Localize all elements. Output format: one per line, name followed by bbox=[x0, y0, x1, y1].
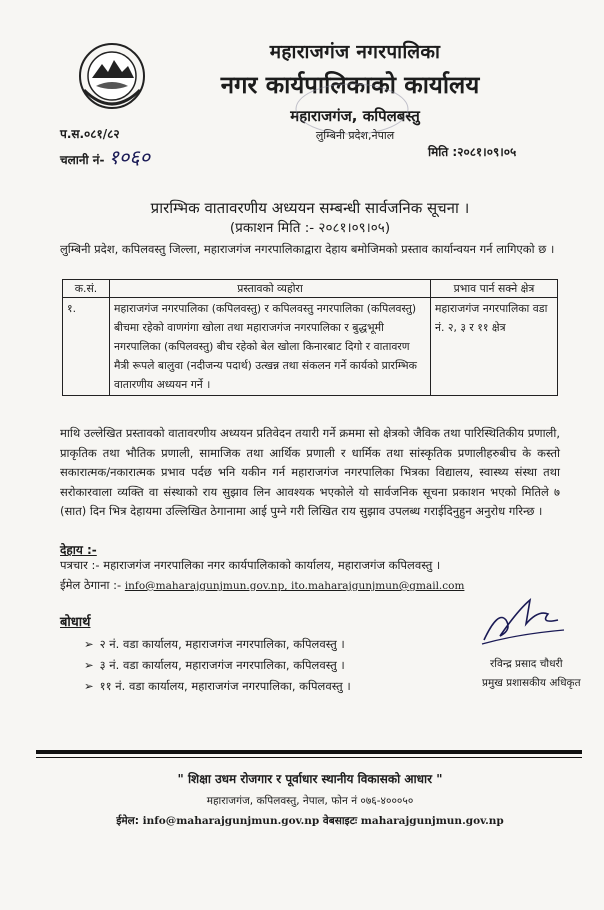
footer-divider bbox=[36, 750, 582, 754]
notice-intro: लुम्बिनी प्रदेश, कपिलवस्तु जिल्ला, महाराजगंज नगरपालिकाद्वारा देहाय बमोजिमको प्रस्ताव कार्यान्वयन गर्न लागिएको छ । bbox=[60, 242, 555, 256]
dispatch-label: चलानी नं- bbox=[60, 153, 105, 167]
address-heading: देहाय :- bbox=[60, 543, 97, 557]
arrow-icon: ➢ bbox=[84, 658, 94, 672]
footer-website[interactable]: maharajgunjmun.gov.np bbox=[360, 815, 504, 827]
correspondence-address: पत्रचार :- महाराजगंज नगरपालिका नगर कार्यपालिकाको कार्यालय, महाराजगंज कपिलवस्तु । bbox=[60, 558, 441, 572]
notice-subtitle: (प्रकाशन मिति :- २०८१।०९।०५) bbox=[229, 220, 391, 236]
footer-email-label: ईमेल: bbox=[116, 815, 139, 827]
footer-email[interactable]: info@maharajgunjmun.gov.np bbox=[142, 815, 320, 827]
notice-date: मिति :२०८१।०९।०५ bbox=[428, 145, 517, 159]
table-row bbox=[63, 298, 558, 396]
footer-divider-thin bbox=[36, 757, 582, 758]
column-header: प्रस्तावको व्यहोरा bbox=[110, 280, 431, 298]
arrow-icon: ➢ bbox=[84, 637, 94, 651]
column-header: प्रभाव पार्न सक्ने क्षेत्र bbox=[431, 280, 558, 298]
table-header-row bbox=[63, 280, 558, 298]
header-office: नगर कार्यपालिकाको कार्यालय bbox=[220, 71, 480, 99]
cc-list bbox=[84, 634, 351, 697]
government-emblem-icon bbox=[78, 40, 146, 112]
email-label: ईमेल ठेगाना :- bbox=[60, 578, 122, 592]
table-cell-area: महाराजगंज नगरपालिका वडा नं. २, ३ र ११ क्षेत्र bbox=[431, 298, 558, 396]
cc-heading: बोधार्थ bbox=[60, 615, 91, 630]
reference-number: प.स.०८१/८२ bbox=[60, 127, 120, 141]
signatory-name: रविन्द्र प्रसाद चौधरी bbox=[490, 658, 563, 670]
office-stamp-icon bbox=[292, 80, 412, 138]
footer-contact bbox=[60, 814, 560, 828]
proposal-table bbox=[62, 279, 558, 396]
notice-title: प्रारम्भिक वातावरणीय अध्ययन सम्बन्धी सार्वजनिक सूचना । bbox=[150, 199, 470, 217]
header-municipality: महाराजगंज नगरपालिका bbox=[269, 41, 441, 63]
table-cell-description: महाराजगंज नगरपालिका (कपिलवस्तु) र कपिलवस्तु नगरपालिका (कपिलवस्तु) बीचमा रहेको वाणगंगा खोला तथा महाराजगंज नगरपालिका र बुद्धभूमी नगरपालिका (कपिलवस्तु) बीच रहेको बेल खोला किनारबाट दिगो र वातावरण मैत्री रूपले बालुवा (नदीजन्य पदार्थ) उत्खन्न तथा संकलन गर्ने कार्यको प्रारम्भिक वातारणीय अध्ययन गर्ने । bbox=[110, 298, 431, 396]
signatory-title: प्रमुख प्रशासकीय अधिकृत bbox=[482, 677, 581, 689]
header-location: महाराजगंज, कपिलबस्तु bbox=[290, 107, 420, 125]
arrow-icon: ➢ bbox=[84, 679, 94, 693]
header-province: लुम्बिनी प्रदेश,नेपाल bbox=[315, 129, 395, 142]
signature-icon bbox=[478, 590, 568, 650]
dispatch-number bbox=[60, 143, 150, 170]
email-link[interactable]: info@maharajgunjmun.gov.np, ito.maharajgunjmun@gmail.com bbox=[124, 580, 465, 592]
table-cell-sn: १. bbox=[63, 298, 110, 396]
footer-slogan: " शिक्षा उधम रोजगार र पूर्वाधार स्थानीय विकासको आधार " bbox=[177, 772, 443, 786]
footer-website-label: वेबसाइटः bbox=[322, 815, 358, 827]
column-header: क.सं. bbox=[63, 280, 110, 298]
list-item: ➢ ३ नं. वडा कार्यालय, महाराजगंज नगरपालिका, कपिलवस्तु । bbox=[84, 658, 345, 672]
notice-body: माथि उल्लेखित प्रस्तावको वातावरणीय अध्ययन प्रतिवेदन तयारी गर्ने क्रममा सो क्षेत्रको जैविक तथा पारिस्थितिकीय प्रणाली, प्राकृतिक तथा भौतिक प्रणाली, सामाजिक तथा आर्थिक प्रणाली र धार्मिक तथा सांस्कृतिक प्रणालीहरुबीच के कस्तो सकारात्मक/नकारात्मक प्रभाव पर्दछ भनि यकीन गर्न महाराजगंज नगरपालिका भित्रका विद्यालय, स्वास्थ्य संस्था तथा सरोकारवाला व्यक्ति वा संस्थाको राय सुझाव लिन आवश्यक भएकोले यो सार्वजनिक सूचना प्रकाशन भएको मितिले ७ (सात) दिन भित्र देहायमा उल्लिखित ठेगानामा आई पुग्ने गरी लिखित राय सुझाव उपलब्ध गराईदिनुहुन अनुरोध गरिन्छ । bbox=[60, 426, 560, 518]
list-item: ➢ ११ नं. वडा कार्यालय, महाराजगंज नगरपालिका, कपिलवस्तु । bbox=[84, 679, 351, 693]
footer-address: महाराजगंज, कपिलवस्तु, नेपाल, फोन नं ०७६-४०००५० bbox=[206, 795, 414, 807]
dispatch-handwritten: १०६० bbox=[108, 145, 151, 169]
email-address bbox=[60, 578, 464, 593]
list-item: ➢ २ नं. वडा कार्यालय, महाराजगंज नगरपालिका, कपिलवस्तु । bbox=[84, 637, 345, 651]
